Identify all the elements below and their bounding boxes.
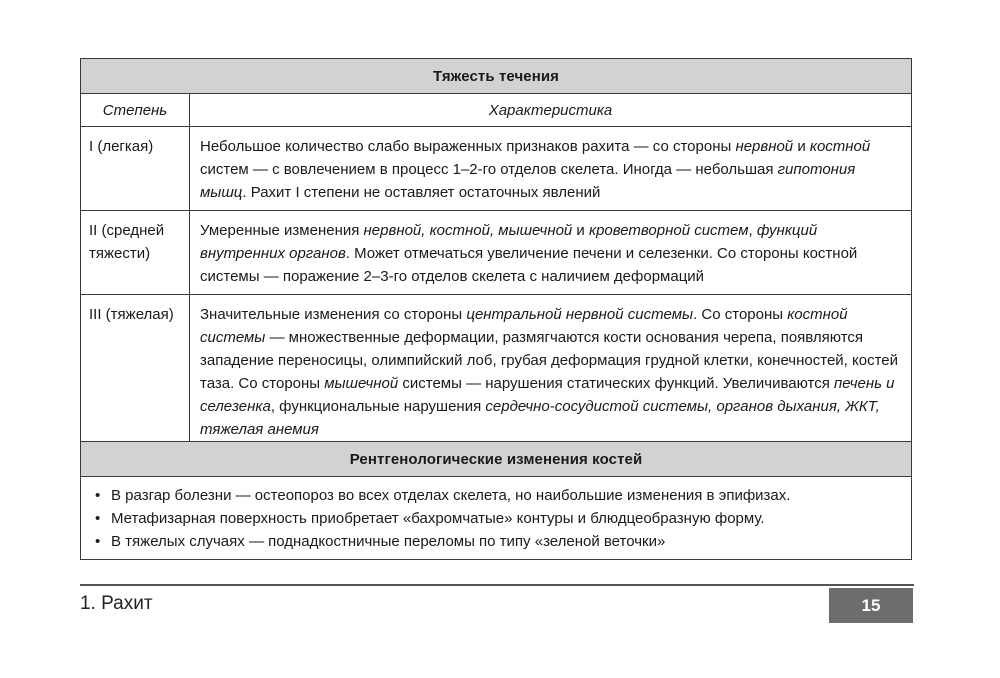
text-segment: , [748, 222, 757, 239]
xray-table [80, 441, 912, 560]
italic-text: костной системы [200, 306, 848, 346]
text-segment: — множественные деформации, размягчаются кости основания черепа, появляются западение переносицы, олимпийский лоб, грубая деформация грудной клетки, конечностей, костей таза. Со стороны [200, 329, 898, 392]
list-item-text: В разгар болезни — остеопороз во всех отделах скелета, но наибольшие изменения в эпифизах. [111, 487, 791, 504]
text-segment: системы — нарушения статических функций. Увеличиваются [398, 375, 835, 392]
text-segment: и [572, 222, 589, 239]
xray-list [89, 484, 903, 553]
italic-text: кроветворной систем [588, 222, 749, 239]
list-item [89, 507, 903, 530]
column-header-degree: Степень [81, 94, 190, 127]
characteristic-cell [190, 211, 912, 295]
text-segment: Небольшое количество слабо выраженных признаков рахита — со стороны [200, 138, 736, 155]
text-segment: . Рахит I степени не оставляет остаточных явлений [242, 184, 601, 201]
chapter-title: 1. Рахит [80, 593, 153, 614]
footer-divider [80, 584, 914, 586]
severity-table-title: Тяжесть течения [81, 59, 912, 94]
table-row [81, 211, 912, 295]
text-segment: и [793, 138, 810, 155]
italic-text: печень и селезенка [200, 375, 895, 415]
table-row [81, 127, 912, 211]
italic-text: костной [809, 138, 871, 155]
bullet-icon: • [95, 487, 101, 504]
page-number: 15 [829, 588, 913, 623]
text-segment: . Может отмечаться увеличение печени и селезенки. Со стороны костной системы — поражение 2–3-го отделов скелета с наличием деформаций [200, 245, 858, 285]
degree-cell: III (тяжелая) [81, 295, 190, 448]
table-row [81, 295, 912, 448]
text-segment: систем — с вовлечением в процесс 1–2-го отделов скелета. Иногда — небольшая [200, 161, 778, 178]
characteristic-cell [190, 127, 912, 211]
italic-text: сердечно-сосудистой системы, органов дыхания, ЖКТ, тяжелая анемия [200, 398, 880, 438]
text-segment: Значительные изменения со стороны [200, 306, 467, 323]
column-header-characteristic: Характеристика [190, 94, 912, 127]
italic-text: нервной, костной, мышечной [363, 222, 573, 239]
bullet-icon: • [95, 533, 101, 550]
list-item-text: В тяжелых случаях — поднадкостничные переломы по типу «зеленой веточки» [111, 533, 666, 550]
list-item [89, 530, 903, 553]
text-segment: , функциональные нарушения [270, 398, 486, 415]
list-item [89, 484, 903, 507]
bullet-icon: • [95, 510, 101, 527]
italic-text: мышечной [324, 375, 399, 392]
text-segment: Умеренные изменения [200, 222, 364, 239]
italic-text: центральной нервной системы [466, 306, 694, 323]
italic-text: нервной [735, 138, 794, 155]
text-segment: . Со стороны [693, 306, 788, 323]
italic-text: гипотония мышц [200, 161, 856, 201]
italic-text: функций внутренних органов [200, 222, 818, 262]
list-item-text: Метафизарная поверхность приобретает «бахромчатые» контуры и блюдцеобразную форму. [111, 510, 765, 527]
characteristic-cell [190, 295, 912, 448]
degree-cell: I (легкая) [81, 127, 190, 211]
xray-table-title: Рентгенологические изменения костей [81, 442, 912, 477]
xray-list-cell [81, 477, 912, 560]
severity-table [80, 58, 912, 448]
degree-cell: II (средней тяжести) [81, 211, 190, 295]
